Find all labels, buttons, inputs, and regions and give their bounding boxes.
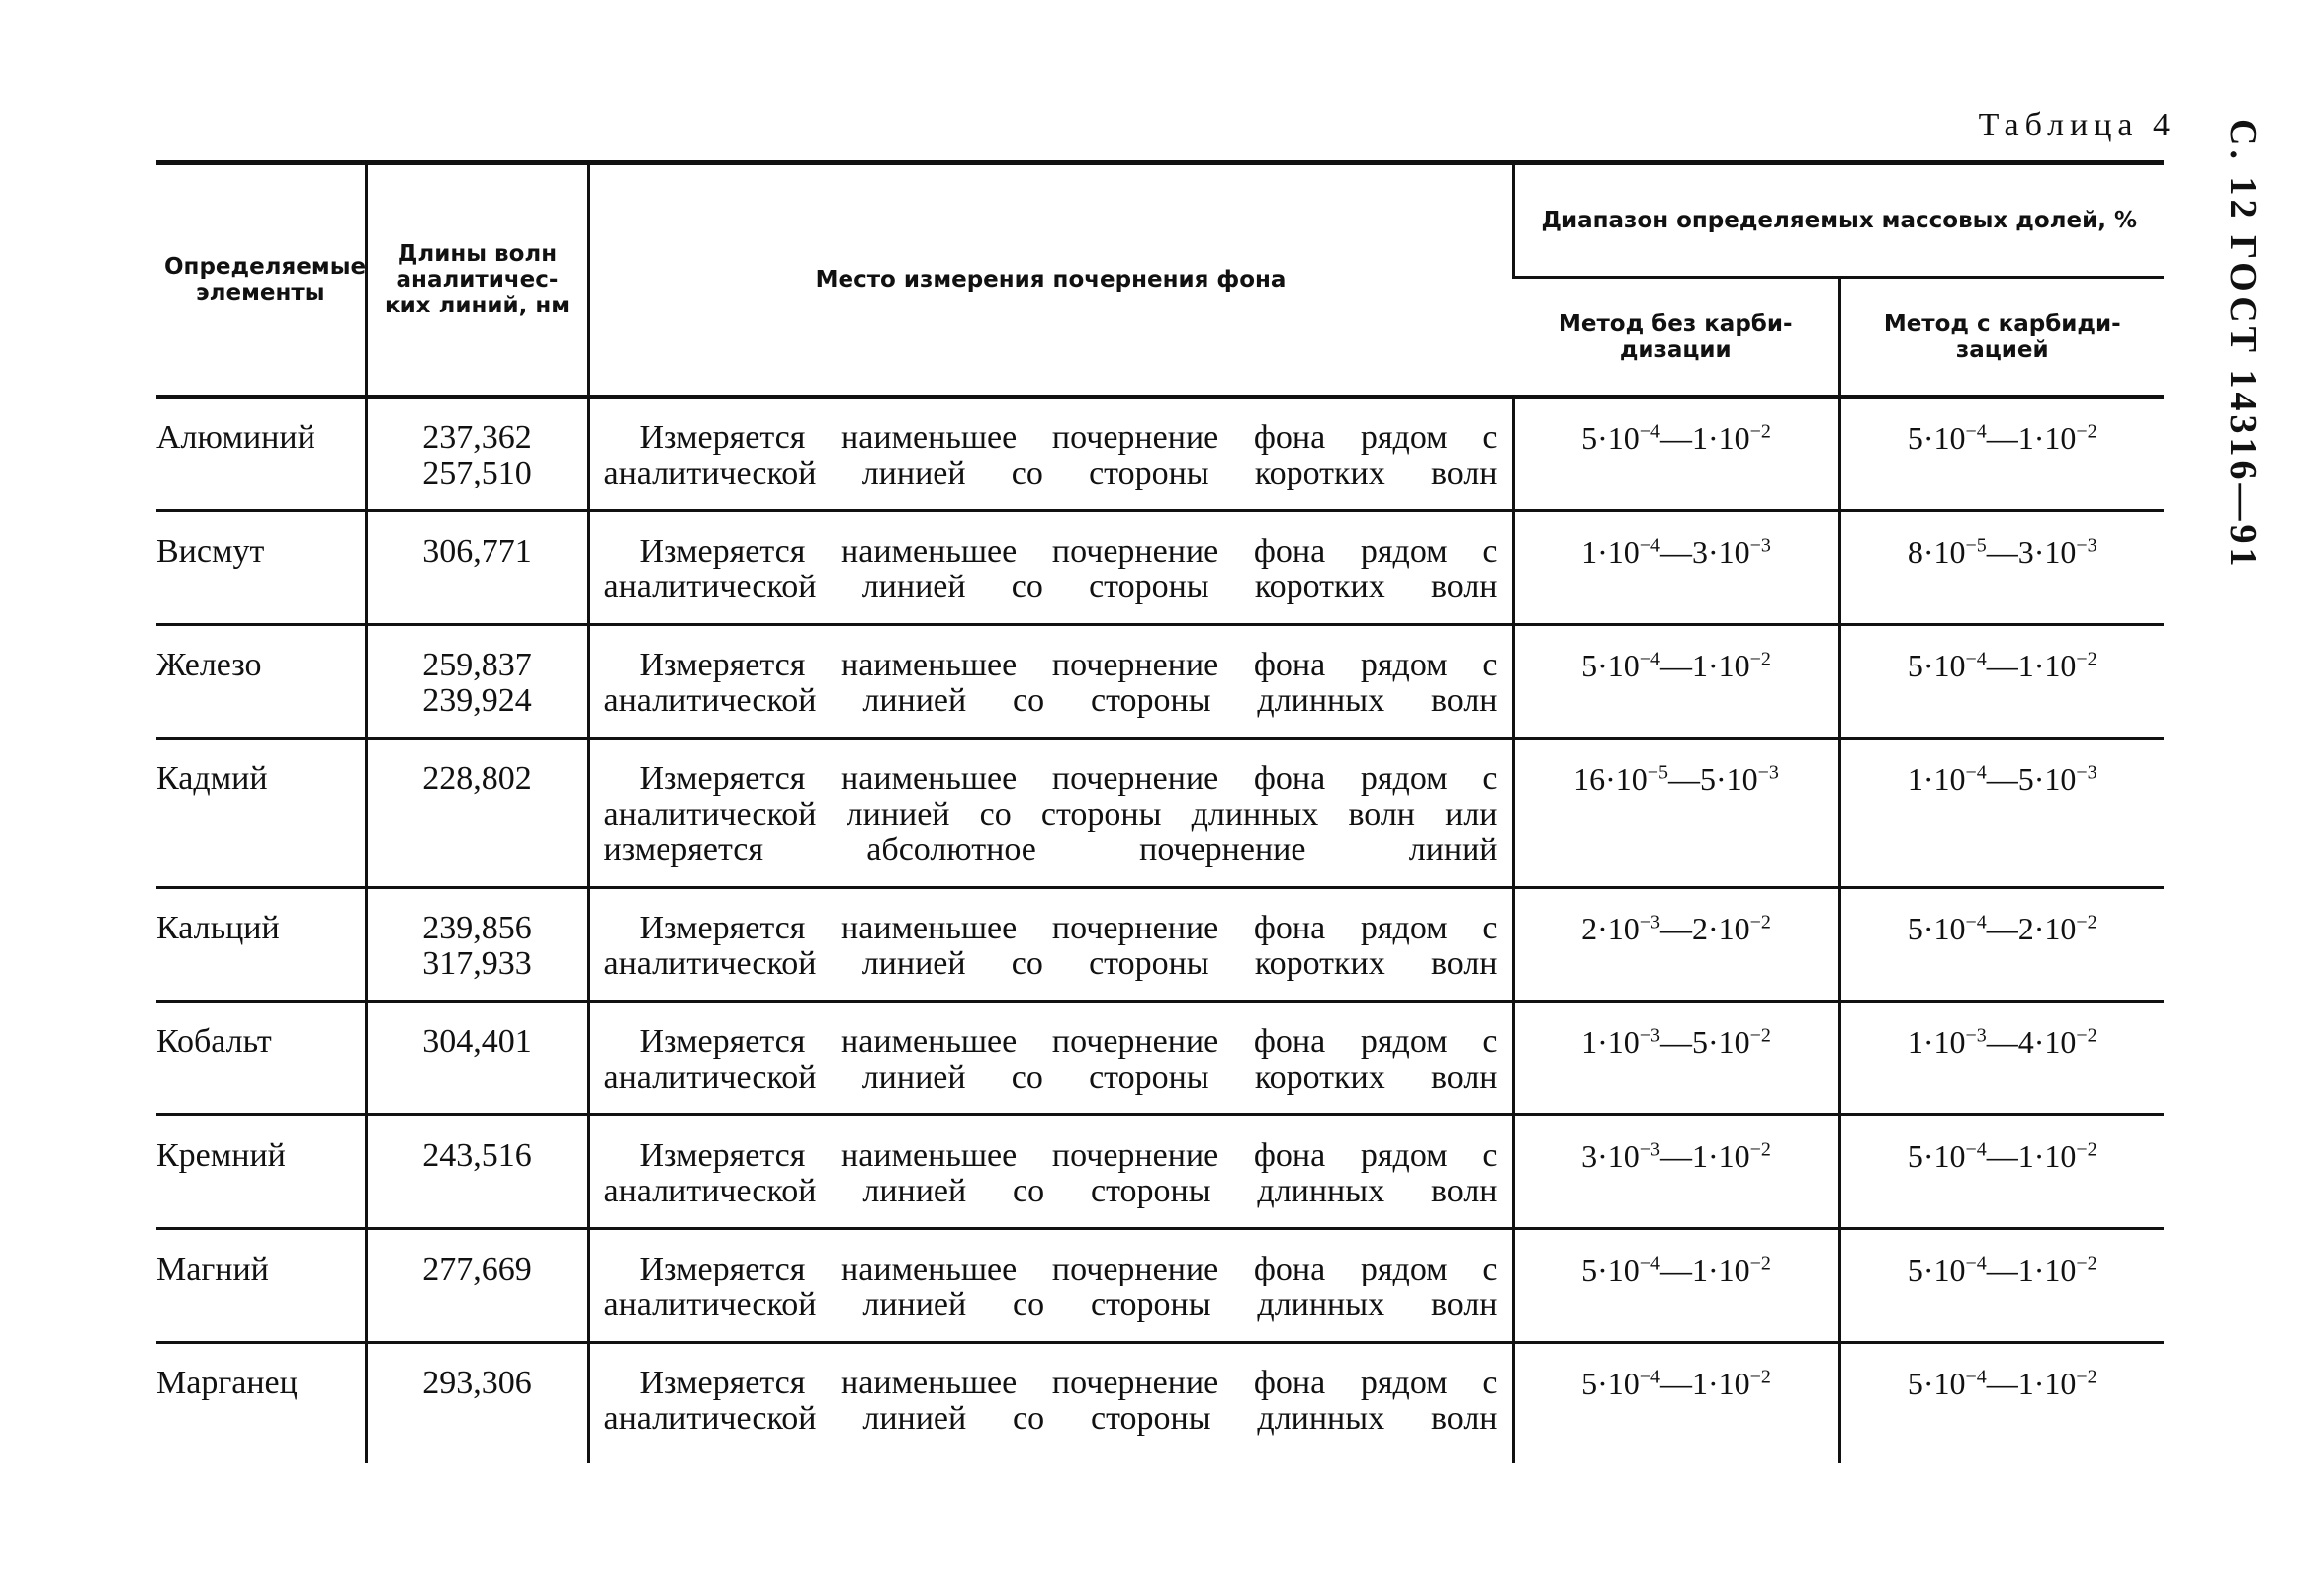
range-mantissa: —1·10 (1660, 1138, 1750, 1174)
range-exponent: −2 (2076, 1252, 2097, 1275)
range-mantissa: —1·10 (1660, 420, 1750, 456)
range-exponent: −2 (1749, 1366, 1771, 1388)
wavelength-value: 304,401 (422, 1023, 532, 1060)
table-row (156, 397, 2164, 511)
range-mantissa: —2·10 (1660, 911, 1750, 946)
range-mantissa: —1·10 (1986, 1366, 2077, 1401)
range-exponent: −2 (2076, 1366, 2097, 1388)
range-with-cell (1839, 739, 2164, 888)
range-mantissa: —5·10 (1668, 761, 1758, 797)
range-without-cell (1513, 397, 1839, 511)
range-mantissa: —1·10 (1660, 1366, 1750, 1401)
wavelength-value: 306,771 (422, 533, 532, 570)
range-exponent: −4 (1639, 534, 1660, 557)
wavelength-cell (366, 739, 588, 888)
range-without-cell (1513, 625, 1839, 739)
place-text: Измеряется наименьшее почернение фона рядом с аналитической линией со стороны коротких волн (603, 910, 1498, 982)
place-cell (588, 1115, 1513, 1229)
range-without-cell (1513, 1229, 1839, 1343)
place-cell (588, 1002, 1513, 1115)
range-exponent: −5 (1965, 534, 1987, 557)
range-mantissa: —4·10 (1986, 1024, 2077, 1060)
range-exponent: −4 (1965, 420, 1987, 443)
wavelength-value: 257,510 (422, 455, 532, 491)
range-exponent: −2 (2076, 1138, 2097, 1161)
place-text: Измеряется наименьшее почернение фона рядом с аналитической линией со стороны коротких волн (603, 1023, 1498, 1096)
place-cell (588, 397, 1513, 511)
range-without-cell (1513, 1343, 1839, 1463)
range-mantissa: —1·10 (1660, 1252, 1750, 1287)
range-mantissa: 1·10 (1581, 534, 1640, 570)
range-mantissa: —3·10 (1986, 534, 2077, 570)
place-text: Измеряется наименьшее почернение фона рядом с аналитической линией со стороны длинных волн или измеряется абсолютное почернение линий (603, 760, 1498, 868)
range-without-cell (1513, 511, 1839, 625)
wavelength-cell (366, 1115, 588, 1229)
wavelength-cell (366, 1229, 588, 1343)
range-mantissa: 5·10 (1907, 1252, 1966, 1287)
range-mantissa: 1·10 (1907, 761, 1966, 797)
range-with-cell (1839, 1229, 2164, 1343)
table-row (156, 739, 2164, 888)
table-row (156, 1002, 2164, 1115)
range-mantissa: 5·10 (1581, 1366, 1640, 1401)
range-exponent: −3 (1757, 761, 1779, 784)
place-cell (588, 511, 1513, 625)
range-mantissa: 1·10 (1581, 1024, 1640, 1060)
range-exponent: −4 (1965, 911, 1987, 933)
place-cell (588, 1229, 1513, 1343)
range-exponent: −4 (1639, 648, 1660, 670)
wavelength-cell (366, 397, 588, 511)
table-row (156, 1115, 2164, 1229)
table-row (156, 1229, 2164, 1343)
element-cell: Кремний (156, 1115, 366, 1229)
place-cell (588, 1343, 1513, 1463)
element-cell: Марганец (156, 1365, 298, 1401)
range-exponent: −4 (1965, 1138, 1987, 1161)
element-cell: Алюминий (156, 397, 366, 511)
range-mantissa: —5·10 (1986, 761, 2077, 797)
range-mantissa: —2·10 (1986, 911, 2077, 946)
range-mantissa: —1·10 (1660, 648, 1750, 683)
range-exponent: −2 (1749, 1252, 1771, 1275)
element-cell: Кадмий (156, 739, 366, 888)
range-mantissa: 8·10 (1907, 534, 1966, 570)
range-exponent: −4 (1965, 648, 1987, 670)
place-text: Измеряется наименьшее почернение фона рядом с аналитической линией со стороны длинных волн (603, 1137, 1498, 1209)
place-text: Измеряется наименьшее почернение фона рядом с аналитической линией со стороны длинных волн (603, 1251, 1498, 1323)
wavelength-cell (366, 888, 588, 1002)
range-mantissa: 5·10 (1907, 1366, 1966, 1401)
range-without-cell (1513, 1002, 1839, 1115)
range-exponent: −3 (1965, 1024, 1987, 1047)
data-table (156, 160, 2164, 1463)
range-with-cell (1839, 397, 2164, 511)
range-exponent: −4 (1965, 1366, 1987, 1388)
range-exponent: −4 (1965, 761, 1987, 784)
place-text: Измеряется наименьшее почернение фона рядом с аналитической линией со стороны коротких волн (603, 533, 1498, 605)
range-exponent: −4 (1639, 420, 1660, 443)
place-cell (588, 625, 1513, 739)
wavelength-value: 239,924 (422, 682, 532, 719)
range-mantissa: —5·10 (1660, 1024, 1750, 1060)
wavelength-cell (366, 625, 588, 739)
range-exponent: −5 (1647, 761, 1668, 784)
range-mantissa: 5·10 (1581, 1252, 1640, 1287)
table-body (156, 397, 2164, 1463)
range-mantissa: 5·10 (1581, 420, 1640, 456)
place-text: Измеряется наименьшее почернение фона рядом с аналитической линией со стороны коротких волн (603, 419, 1498, 491)
range-exponent: −2 (1749, 648, 1771, 670)
range-mantissa: 5·10 (1907, 1138, 1966, 1174)
range-mantissa: 5·10 (1907, 911, 1966, 946)
wavelength-value: 293,306 (422, 1365, 532, 1401)
range-exponent: −2 (2076, 911, 2097, 933)
range-without-cell (1513, 888, 1839, 1002)
header-place: Место измерения почернения фона (588, 163, 1513, 398)
wavelength-value: 277,669 (422, 1251, 532, 1287)
place-cell (588, 739, 1513, 888)
place-text: Измеряется наименьшее почернение фона рядом с аналитической линией со стороны длинных волн (603, 1365, 1498, 1437)
range-mantissa: —1·10 (1986, 420, 2077, 456)
range-mantissa: —3·10 (1660, 534, 1750, 570)
element-cell: Кальций (156, 888, 366, 1002)
header-method-with: Метод с карбиди-зацией (1839, 278, 2164, 398)
range-exponent: −3 (1639, 1024, 1660, 1047)
range-mantissa: —1·10 (1986, 1252, 2077, 1287)
range-exponent: −2 (1749, 1138, 1771, 1161)
range-without-cell (1513, 1115, 1839, 1229)
element-cell: Магний (156, 1229, 366, 1343)
wavelength-value: 237,362 (422, 419, 532, 456)
range-mantissa: 5·10 (1907, 648, 1966, 683)
place-cell (588, 888, 1513, 1002)
table-row (156, 511, 2164, 625)
element-cell: Кобальт (156, 1002, 366, 1115)
range-exponent: −3 (1639, 911, 1660, 933)
range-mantissa: 1·10 (1907, 1024, 1966, 1060)
place-text: Измеряется наименьшее почернение фона рядом с аналитической линией со стороны длинных волн (603, 647, 1498, 719)
range-mantissa: 3·10 (1581, 1138, 1640, 1174)
range-with-cell (1839, 1002, 2164, 1115)
range-exponent: −3 (1639, 1138, 1660, 1161)
range-mantissa: 5·10 (1907, 420, 1966, 456)
wavelength-value: 259,837 (422, 647, 532, 683)
range-mantissa: —1·10 (1986, 1138, 2077, 1174)
table-row (156, 888, 2164, 1002)
range-exponent: −4 (1639, 1366, 1660, 1388)
range-exponent: −4 (1965, 1252, 1987, 1275)
wavelength-cell (366, 1343, 588, 1463)
header-method-without: Метод без карби-дизации (1513, 278, 1839, 398)
range-with-cell (1839, 511, 2164, 625)
header-elements: Определяемые элементы (156, 163, 366, 398)
table-row (156, 1343, 2164, 1463)
range-exponent: −2 (1749, 1024, 1771, 1047)
range-with-cell (1839, 888, 2164, 1002)
range-with-cell (1839, 625, 2164, 739)
wavelength-value: 243,516 (422, 1137, 532, 1174)
page-header-side: С. 12 ГОСТ 14316—91 (2222, 119, 2264, 571)
range-exponent: −4 (1639, 1252, 1660, 1275)
element-cell: Железо (156, 625, 366, 739)
range-with-cell (1839, 1343, 2164, 1463)
wavelength-value: 239,856 (422, 910, 532, 946)
table-caption: Таблица 4 (1978, 107, 2176, 143)
header-range: Диапазон определяемых массовых долей, % (1513, 163, 2164, 278)
range-exponent: −2 (1749, 911, 1771, 933)
range-exponent: −2 (2076, 648, 2097, 670)
table-row (156, 625, 2164, 739)
range-mantissa: 16·10 (1573, 761, 1648, 797)
wavelength-value: 228,802 (422, 760, 532, 797)
range-exponent: −3 (1749, 534, 1771, 557)
wavelength-value: 317,933 (422, 945, 532, 982)
range-mantissa: 2·10 (1581, 911, 1640, 946)
range-without-cell (1513, 739, 1839, 888)
range-exponent: −2 (2076, 420, 2097, 443)
range-mantissa: 5·10 (1581, 648, 1640, 683)
wavelength-cell (366, 1002, 588, 1115)
range-mantissa: —1·10 (1986, 648, 2077, 683)
element-cell: Висмут (156, 511, 366, 625)
range-exponent: −2 (1749, 420, 1771, 443)
header-wavelengths: Длины волн аналитичес-ких линий, нм (366, 163, 588, 398)
range-exponent: −3 (2076, 534, 2097, 557)
range-exponent: −3 (2076, 761, 2097, 784)
wavelength-cell (366, 511, 588, 625)
range-with-cell (1839, 1115, 2164, 1229)
range-exponent: −2 (2076, 1024, 2097, 1047)
